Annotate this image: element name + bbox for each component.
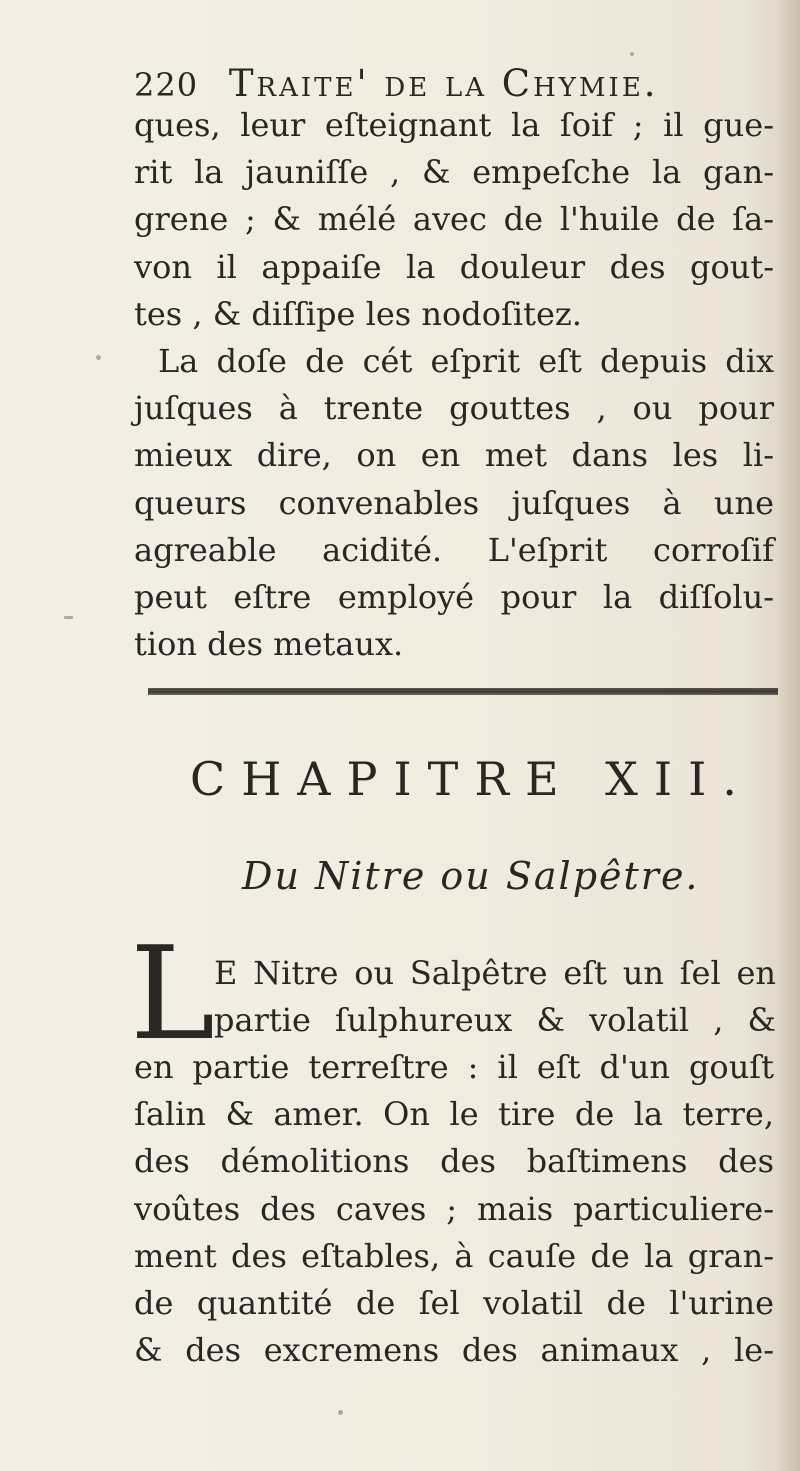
text-line: grene ; & mélé avec de l'huile de ſa- <box>134 200 774 239</box>
running-title: Traite' de la Chymie. <box>228 62 659 105</box>
text-line: von il appaiſe la douleur des gout- <box>134 247 774 286</box>
text-line: agreable acidité. L'eſprit corroſif <box>134 530 774 569</box>
chapter-divider-rule <box>148 688 778 695</box>
text-line: des démolitions des baſtimens des <box>134 1142 774 1181</box>
text-line: tion des metaux. <box>134 625 404 664</box>
text-line: La doſe de cét eſprit eſt depuis dix <box>158 341 774 380</box>
paragraph-2 <box>134 1044 774 1374</box>
text-line: mieux dire, on en met dans les li- <box>134 436 774 475</box>
text-line: tes , & diſſipe les nodoſitez. <box>134 294 582 333</box>
chapter-heading: CHAPITRE XII. <box>190 752 753 806</box>
text-line: voûtes des caves ; mais particuliere- <box>134 1189 774 1228</box>
page-edge-shadow <box>778 0 800 1471</box>
paper-speck <box>64 616 73 619</box>
text-line: de quantité de ſel volatil de l'urine <box>134 1283 774 1322</box>
text-line: queurs convenables juſques à une <box>134 483 774 522</box>
text-line: en partie terreſtre : il eſt d'un gouſt <box>134 1048 774 1086</box>
text-line: & des excremens des animaux , le- <box>134 1331 774 1370</box>
drop-cap: L <box>130 920 215 1069</box>
text-line: juſques à trente gouttes , ou pour <box>134 389 774 428</box>
paper-speck <box>338 1410 343 1415</box>
text-line: peut eſtre employé pour la diſſolu- <box>134 577 774 616</box>
text-line: ment des eſtables, à cauſe de la gran- <box>134 1236 774 1275</box>
paper-speck <box>96 355 101 360</box>
text-line: ſalin & amer. On le tire de la terre, <box>134 1095 774 1134</box>
text-line: E Nitre ou Salpêtre eſt un ſel en <box>214 954 776 992</box>
text-line: rit la jauniſſe , & empeſche la gan- <box>134 153 774 192</box>
running-head <box>134 62 659 105</box>
page-number: 220 <box>134 66 199 104</box>
chapter-subtitle: Du Nitre ou Salpêtre. <box>242 854 700 898</box>
paragraph-2-indented <box>214 950 776 1044</box>
text-line: partie ſulphureux & volatil , & <box>214 1001 776 1040</box>
paragraph-1 <box>134 102 774 668</box>
text-line: ques, leur eſteignant la ſoif ; il gue- <box>134 106 774 144</box>
paper-speck <box>630 52 634 56</box>
